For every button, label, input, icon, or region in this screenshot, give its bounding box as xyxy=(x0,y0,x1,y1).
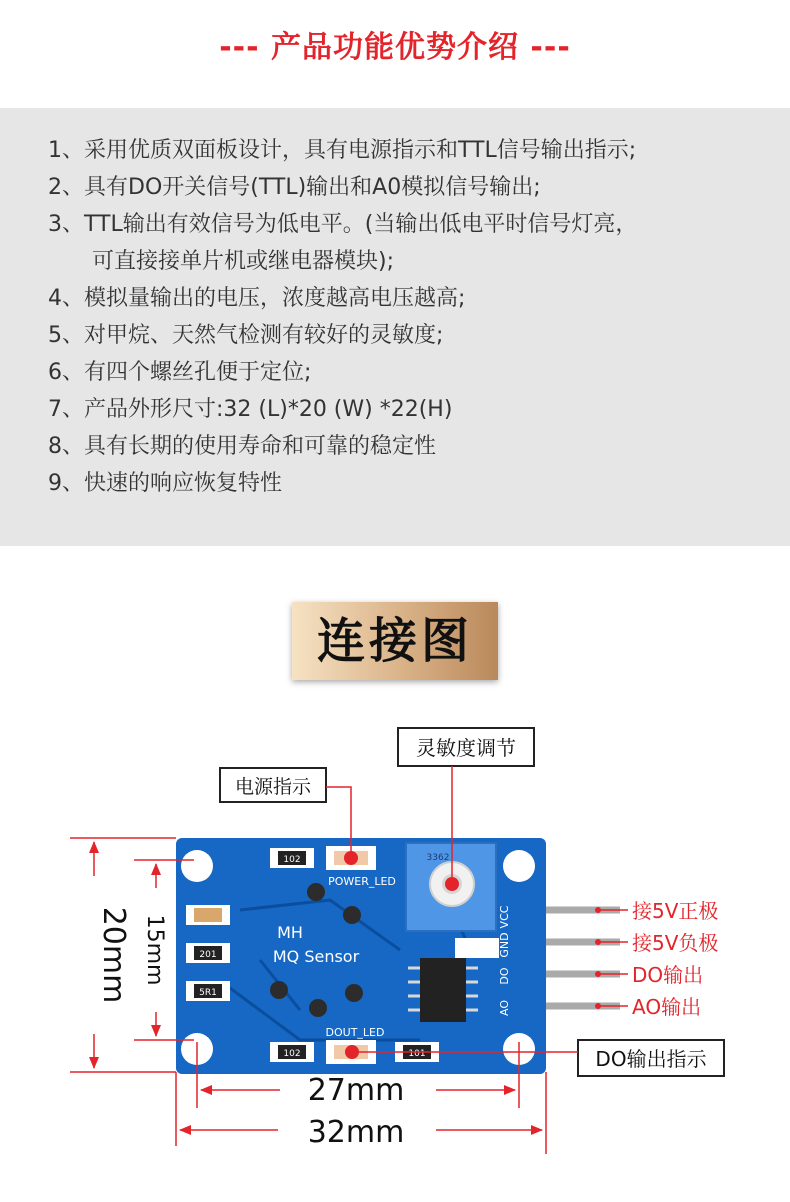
pin-label-gnd: GND xyxy=(498,932,511,958)
mounting-hole xyxy=(181,850,213,882)
feature-item: 1、采用优质双面板设计，具有电源指示和TTL信号输出指示; xyxy=(48,138,637,163)
callout-power-label: 电源指示 xyxy=(234,776,312,798)
feature-item: 2、具有DO开关信号(TTL)输出和A0模拟信号输出; xyxy=(48,175,541,200)
pin-label-do: DO xyxy=(498,967,511,985)
feature-item: 4、模拟量输出的电压，浓度越高电压越高; xyxy=(48,286,466,311)
resistor-code: 102 xyxy=(283,1049,301,1059)
dimension-height-label: 20mm xyxy=(96,906,131,1004)
resistor-code: 201 xyxy=(199,950,217,960)
resistor-code: 101 xyxy=(408,1049,426,1059)
feature-item: 8、具有长期的使用寿命和可靠的稳定性 xyxy=(48,434,436,459)
feature-item: 9、快速的响应恢复特性 xyxy=(48,471,282,496)
pin-callout-ao: AO输出 xyxy=(632,995,702,1019)
feature-panel xyxy=(0,108,790,546)
dimension-hole-width-label: 27mm xyxy=(307,1073,405,1108)
feature-item: 可直接接单片机或继电器模块); xyxy=(92,249,394,274)
dimension-hole-height-label: 15mm xyxy=(142,914,167,986)
mounting-hole xyxy=(503,850,535,882)
pot-code: 3362 xyxy=(426,853,450,863)
dimension-width-label: 32mm xyxy=(307,1115,405,1150)
connection-diagram xyxy=(0,700,790,1202)
pin-label-vcc: VCC xyxy=(498,905,511,929)
dout-led-label: DOUT_LED xyxy=(325,1026,385,1039)
feature-item: 5、对甲烷、天然气检测有较好的灵敏度; xyxy=(48,323,444,348)
power-led-label: POWER_LED xyxy=(328,875,396,888)
resistor-code: 102 xyxy=(283,855,301,865)
callout-do-label: DO输出指示 xyxy=(595,1047,707,1071)
board-name: MQ Sensor xyxy=(272,947,360,966)
pin-label-ao: AO xyxy=(498,1000,511,1016)
feature-list xyxy=(0,108,790,502)
connection-title-badge: 连接图 xyxy=(292,602,498,680)
feature-item: 3、TTL输出有效信号为低电平。(当输出低电平时信号灯亮， xyxy=(48,212,638,237)
pin-callout-vcc: 接5V正极 xyxy=(632,899,719,923)
callout-sensitivity-label: 灵敏度调节 xyxy=(416,736,516,760)
pin-callout-do: DO输出 xyxy=(632,963,704,987)
page-title: --- 产品功能优势介绍 --- xyxy=(219,30,571,65)
resistor-code: 5R1 xyxy=(199,988,217,998)
feature-item: 6、有四个螺丝孔便于定位; xyxy=(48,360,312,385)
board-brand: MH xyxy=(277,923,303,942)
feature-item: 7、产品外形尺寸:32 (L)*20 (W) *22(H) xyxy=(48,397,453,422)
pin-callout-gnd: 接5V负极 xyxy=(632,931,719,955)
